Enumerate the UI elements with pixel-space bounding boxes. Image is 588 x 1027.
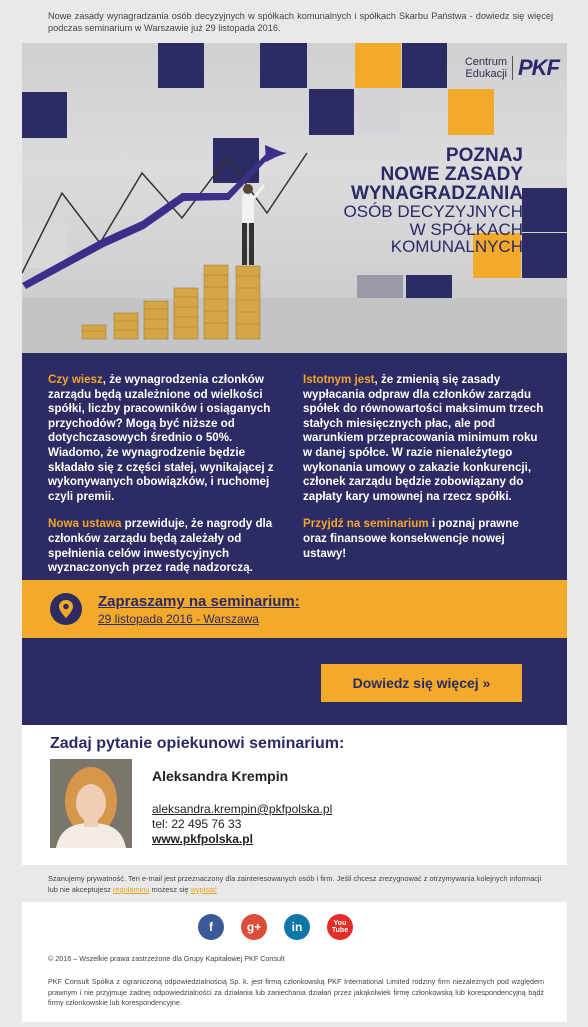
legal-text: PKF Consult Spółka z ograniczoną odpowiedzialnością Sp. k. jest firmą członkowską PKF International Limited rodziny firm niezależnych pod względem prawnym i nie przyjmuje żadnej odpowiedzialności za działania lub zaniechania działań przez jakąkolwiek firmę członkowską lub korespondencyjną bądź firmy członkowskie lub korespondencyjne.: [48, 977, 544, 1007]
hero-title-line: NOWE ZASADY: [380, 164, 523, 185]
person-photo-icon: [50, 759, 132, 848]
privacy-text: możesz się: [149, 885, 191, 894]
footer: [22, 902, 567, 1022]
terms-link[interactable]: regulaminu: [112, 885, 150, 894]
contact-photo: [50, 759, 132, 848]
copyright-text: © 2016 – Wszelkie prawa zastrzeżone dla Grupy Kapitałowej PKF Consult: [48, 954, 285, 963]
privacy-note: [48, 873, 553, 895]
facebook-icon[interactable]: f: [198, 914, 224, 940]
paragraph-text: i poznaj prawne oraz finansowe konsekwencje nowej ustawy!: [303, 517, 519, 560]
info-paragraph: [303, 373, 545, 504]
info-column-right: [303, 373, 545, 574]
contact-email-link[interactable]: aleksandra.krempin@pkfpolska.pl: [152, 802, 333, 816]
info-section: [22, 353, 567, 580]
location-pin-icon: [50, 593, 82, 625]
highlight-lead: Nowa ustawa: [48, 517, 122, 531]
invite-title-link[interactable]: Zapraszamy na seminarium:: [98, 593, 300, 610]
invite-bar: [22, 580, 567, 638]
logo-line-1: Centrum: [464, 56, 507, 68]
contact-name: Aleksandra Krempin: [152, 768, 289, 784]
pkf-logo: [465, 55, 559, 81]
contact-website-link[interactable]: www.pkfpolska.pl: [152, 832, 253, 846]
learn-more-button[interactable]: Dowiedz się więcej »: [321, 664, 522, 702]
logo-mark: PKF: [518, 55, 559, 80]
info-column-left: [48, 373, 280, 589]
hero-subtitle-line: W SPÓŁKACH: [409, 219, 523, 239]
highlight-lead: Przyjdź na seminarium: [303, 517, 429, 531]
invite-date-link[interactable]: 29 listopada 2016 - Warszawa: [98, 612, 259, 626]
contact-section: [22, 725, 567, 865]
unsubscribe-link[interactable]: wypisać: [190, 885, 217, 894]
youtube-icon[interactable]: You Tube: [327, 914, 353, 940]
contact-phone: tel: 22 495 76 33: [152, 817, 242, 831]
google-plus-icon[interactable]: g+: [241, 914, 267, 940]
hero-subtitle-line: KOMUNALNYCH: [390, 237, 523, 256]
paragraph-text: , że zmienią się zasady wypłacania odpraw dla członków zarządu spółek do równowartości maksimum trzech stałych miesięcznych płac, ale pod warunkiem przepracowania minimum roku w danej spółce. W razie nienależytego wykonania umowy o zakazie konkurencji, członek zarządu będzie zobowiązany do zapłaty kary umownej na rzecz spółki.: [303, 373, 544, 503]
info-paragraph: [303, 517, 545, 561]
hero-title: [344, 146, 523, 256]
cta-section: [22, 638, 567, 725]
hero-banner: [22, 43, 567, 353]
hero-title-line: POZNAJ: [445, 145, 523, 166]
info-paragraph: [48, 517, 280, 575]
linkedin-icon[interactable]: in: [284, 914, 310, 940]
hero-title-line: WYNAGRADZANIA: [350, 183, 523, 204]
paragraph-text: , że wynagrodzenia członków zarządu będą uzależnione od wielkości spółki, liczby pracowników i osiąganych przychodów? Mogą być niższe od dotychczasowych średnio o 50%. Wiadomo, że wynagrodzenie będzie składało się z części stałej, wynikającej z wykonywanych obowiązków, i ruchomej czyli premii.: [48, 373, 274, 503]
logo-line-2: Edukacji: [465, 68, 507, 80]
privacy-text: Szanujemy prywatność. Ten e-mail jest przeznaczony dla zainteresowanych osób i firm. Jeśli chcesz zrezygnować z otrzymywania kolejnych informacji lub nie akceptujesz: [48, 874, 542, 894]
businessman-figure: [242, 184, 264, 265]
highlight-lead: Czy wiesz: [48, 373, 103, 386]
info-paragraph: [48, 373, 280, 504]
hero-subtitle-line: OSÓB DECYZYJNYCH: [343, 202, 523, 221]
preheader-text: Nowe zasady wynagradzania osób decyzyjnych w spółkach komunalnych i spółkach Skarbu Państwa - dowiedz się więcej podczas seminarium w Warszawie już 29 listopada 2016.: [48, 11, 553, 33]
contact-heading: Zadaj pytanie opiekunowi seminarium:: [50, 735, 345, 752]
highlight-lead: Istotnym jest: [303, 373, 375, 386]
social-links: [198, 914, 353, 940]
paragraph-text: przewiduje, że nagrody dla członków zarządu będą zależały od spełnienia celów inwestycyjnych wyznaczonych przez radę nadzorczą.: [48, 517, 273, 575]
